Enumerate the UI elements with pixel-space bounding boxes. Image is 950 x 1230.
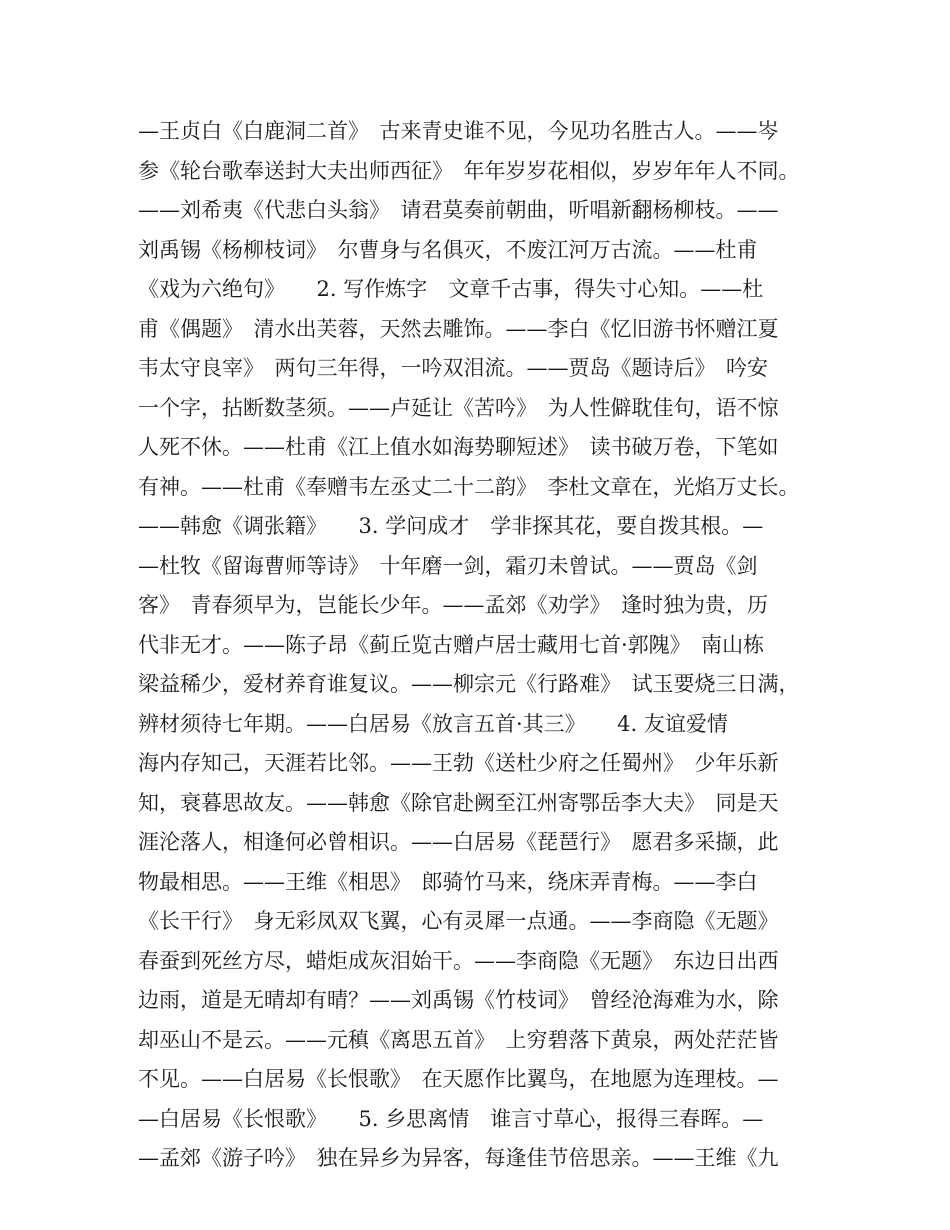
text-line: 参《轮台歌奉送封大夫出师西征》 年年岁岁花相似，岁岁年年人不同。 [138,158,800,183]
text-line: 甫《偶题》 清水出芙蓉，天然去雕饰。——李白《忆旧游书怀赠江夏 [138,316,779,341]
text-line: 刘禹锡《杨柳枝词》 尔曹身与名俱灭，不废江河万古流。——杜甫 [138,237,758,262]
text-line: 韦太守良宰》 两句三年得，一吟双泪流。——贾岛《题诗后》 吟安 [138,356,768,380]
text-line: 春蚕到死丝方尽，蜡炬成灰泪始干。——李商隐《无题》 东边日出西 [138,948,779,973]
text-line: ——刘希夷《代悲白头翁》 请君莫奏前朝曲，听唱新翻杨柳枝。—— [138,198,779,222]
text-line: 有神。——杜甫《奉赠韦左丞丈二十二韵》 李杜文章在，光焰万丈长。 [138,474,800,499]
text-line: 海内存知己，天涯若比邻。——王勃《送杜少府之任蜀州》 少年乐新 [138,751,779,775]
text-line: 却巫山不是云。——元稹《离思五首》 上穷碧落下黄泉，两处茫茫皆 [138,1027,779,1052]
text-line: ——韩愈《调张籍》 3. 学问成才 学非探其花，要自拨其根。— [138,514,764,538]
body-text [138,112,818,1179]
text-line: 代非无才。——陈子昂《蓟丘览古赠卢居士藏用七首·郭隗》 南山栋 [138,632,765,657]
text-line: 知，衰暮思故友。——韩愈《除官赴阙至江州寄鄂岳李大夫》 同是天 [138,790,779,815]
text-line: 边雨，道是无晴却有晴？——刘禹锡《竹枝词》 曾经沧海难为水，除 [138,988,779,1012]
text-line: 涯沦落人，相逢何必曾相识。——白居易《琵琶行》 愿君多采撷，此 [138,830,779,854]
text-line: —孟郊《游子吟》 独在异乡为异客，每逢佳节倍思亲。——王维《九 [138,1146,779,1170]
text-line: 客》 青春须早为，岂能长少年。——孟郊《劝学》 逢时独为贵，历 [138,593,768,617]
text-line: 人死不休。——杜甫《江上值水如海势聊短述》 读书破万卷，下笔如 [138,435,779,459]
text-line: 梁益稀少，爱材养育谁复议。——柳宗元《行路难》 试玉要烧三日满， [138,672,800,696]
text-line: —杜牧《留诲曹师等诗》 十年磨一剑，霜刃未曾试。——贾岛《剑 [138,553,758,578]
text-line: —白居易《长恨歌》 5. 乡思离情 谁言寸草心，报得三春晖。— [138,1106,764,1131]
text-line: 不见。——白居易《长恨歌》 在天愿作比翼鸟，在地愿为连理枝。— [138,1067,779,1091]
text-line: 《长干行》 身无彩凤双飞翼，心有灵犀一点通。——李商隐《无题》 [138,909,779,933]
text-line: 辨材须待七年期。——白居易《放言五首·其三》 4. 友谊爱情 [138,711,728,736]
text-line: 一个字，拈断数茎须。——卢延让《苦吟》 为人性僻耽佳句，语不惊 [138,395,779,420]
text-line: 物最相思。——王维《相思》 郎骑竹马来，绕床弄青梅。——李白 [138,869,758,894]
text-line: —王贞白《白鹿洞二首》 古来青史谁不见，今见功名胜古人。——岑 [138,119,779,143]
text-line: 《戏为六绝句》 2. 写作炼字 文章千古事，得失寸心知。——杜 [138,277,764,301]
